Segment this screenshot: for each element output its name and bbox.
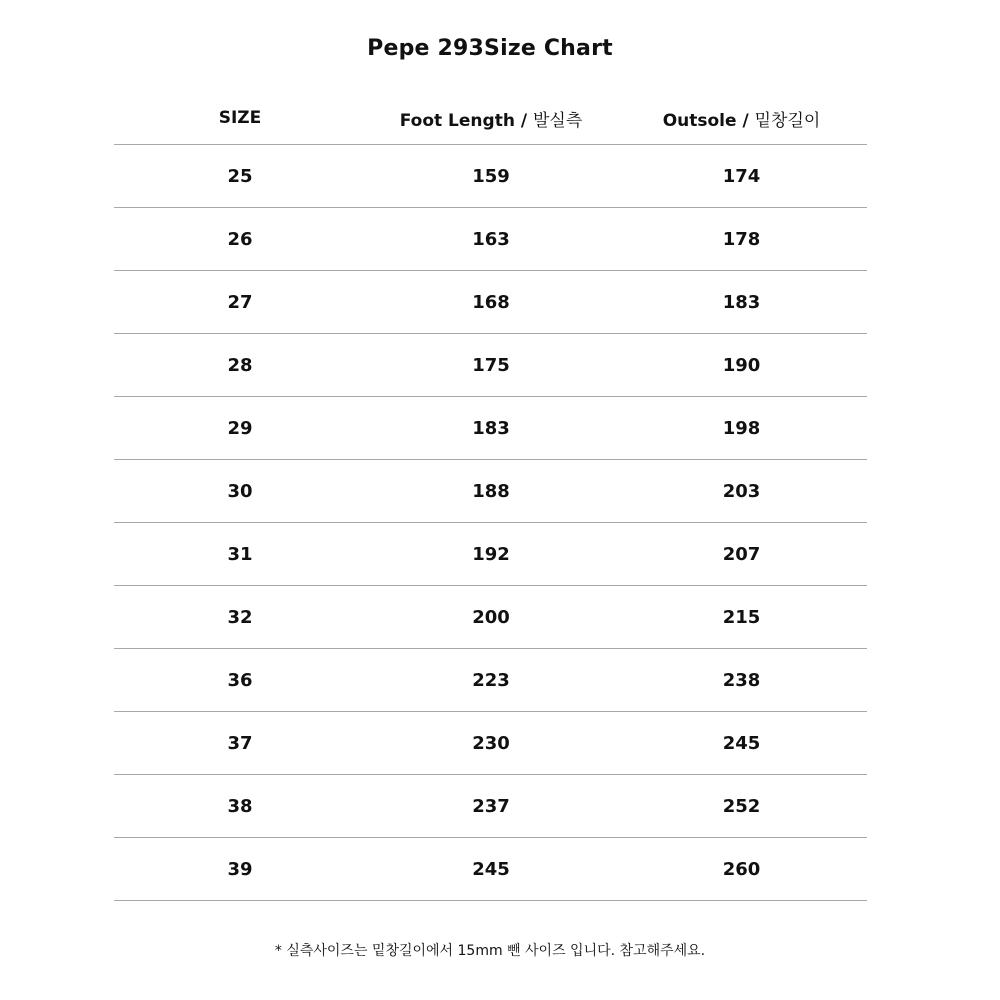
- table-row: [114, 838, 867, 901]
- cell-foot-length: 237: [472, 795, 510, 817]
- table-row: [114, 523, 867, 586]
- table-body: [114, 145, 867, 901]
- cell-outsole: 238: [722, 669, 761, 691]
- cell-foot-length: 163: [472, 228, 510, 250]
- size-table: [114, 92, 867, 901]
- cell-foot-length: 230: [472, 732, 510, 754]
- cell-size: 30: [227, 480, 253, 502]
- cell-outsole: 260: [722, 858, 761, 880]
- header-outsole-ko: 밑창길이: [754, 110, 821, 131]
- table-row: [114, 397, 867, 460]
- header-foot-length: [366, 106, 616, 131]
- footnote: * 실측사이즈는 밑창길이에서 15mm 뺀 사이즈 입니다. 참고해주세요.: [274, 943, 706, 959]
- cell-outsole: 207: [722, 543, 761, 565]
- table-row: [114, 271, 867, 334]
- cell-size: 29: [227, 417, 253, 439]
- cell-outsole: 203: [722, 480, 761, 502]
- cell-size: 36: [227, 669, 253, 691]
- header-outsole-label: Outsole /: [662, 110, 755, 131]
- table-row: [114, 775, 867, 838]
- cell-foot-length: 200: [472, 606, 510, 628]
- table-row: [114, 649, 867, 712]
- cell-size: 27: [227, 291, 253, 313]
- cell-size: 26: [227, 228, 253, 250]
- cell-outsole: 198: [722, 417, 761, 439]
- cell-foot-length: 245: [472, 858, 510, 880]
- cell-foot-length: 159: [472, 165, 510, 187]
- cell-size: 38: [227, 795, 253, 817]
- cell-outsole: 252: [722, 795, 761, 817]
- table-row: [114, 460, 867, 523]
- cell-outsole: 174: [722, 165, 761, 187]
- cell-outsole: 245: [722, 732, 761, 754]
- cell-size: 28: [227, 354, 253, 376]
- table-row: [114, 208, 867, 271]
- header-outsole: [616, 106, 867, 131]
- table-row: [114, 586, 867, 649]
- cell-outsole: 215: [722, 606, 761, 628]
- cell-size: 37: [227, 732, 253, 754]
- table-row: [114, 334, 867, 397]
- cell-size: 25: [227, 165, 253, 187]
- cell-foot-length: 175: [472, 354, 510, 376]
- chart-title: Pepe 293Size Chart: [367, 36, 613, 61]
- cell-foot-length: 188: [472, 480, 510, 502]
- cell-foot-length: 192: [472, 543, 510, 565]
- cell-size: 31: [227, 543, 253, 565]
- header-size: SIZE: [218, 108, 262, 128]
- table-row: [114, 712, 867, 775]
- table-header: [114, 92, 867, 145]
- cell-foot-length: 183: [472, 417, 510, 439]
- cell-outsole: 183: [722, 291, 761, 313]
- cell-foot-length: 168: [472, 291, 510, 313]
- cell-foot-length: 223: [472, 669, 510, 691]
- cell-outsole: 190: [722, 354, 761, 376]
- table-row: [114, 145, 867, 208]
- header-foot-length-label: Foot Length /: [399, 110, 533, 131]
- cell-size: 32: [227, 606, 253, 628]
- header-foot-length-ko: 발실측: [532, 110, 583, 131]
- cell-outsole: 178: [722, 228, 761, 250]
- cell-size: 39: [227, 858, 253, 880]
